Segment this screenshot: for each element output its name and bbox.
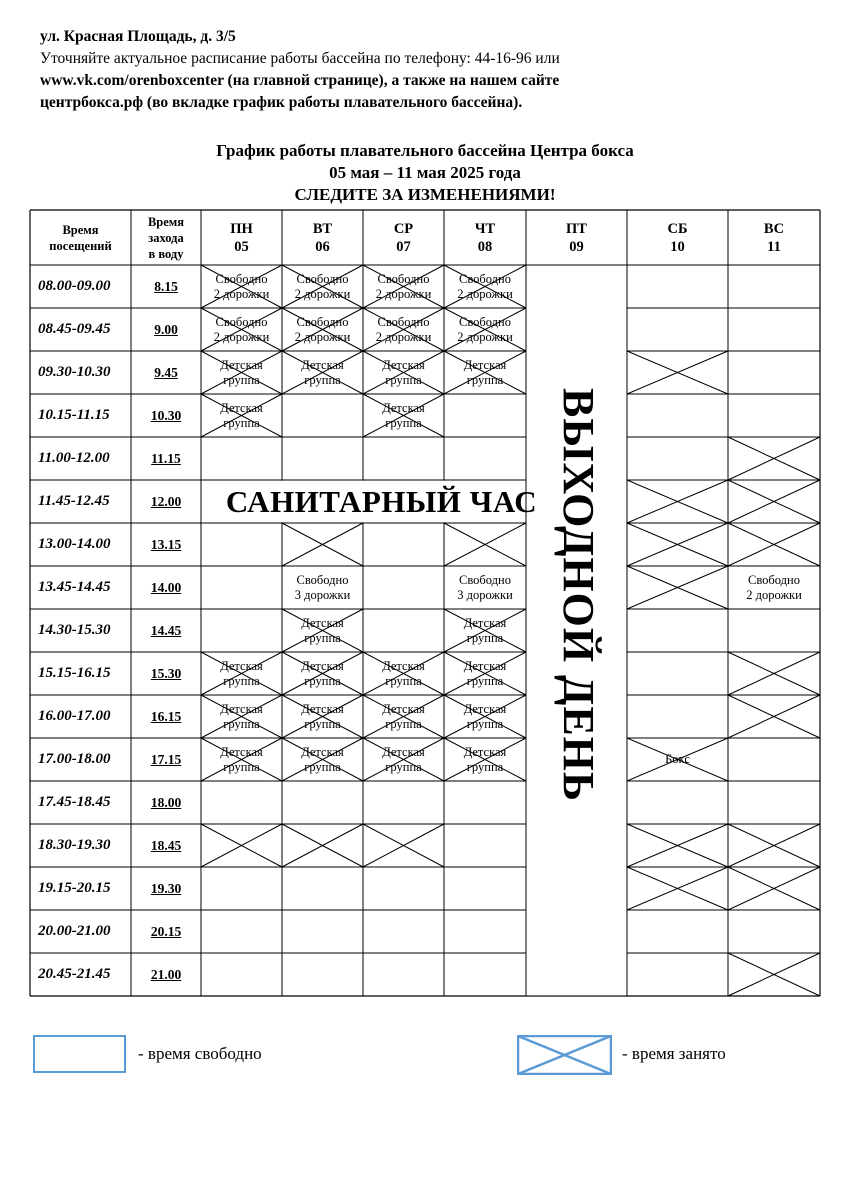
visit-time: 20.45-21.45 [38,966,111,982]
entry-time: 20.15 [150,923,182,939]
slot-note-line: Детская [301,357,344,372]
legend [0,1030,849,1080]
slot-note [282,695,363,738]
header-day-ПН [201,210,282,265]
header-visit-time [30,210,131,265]
slot-note-line: группа [385,372,422,387]
day-name: ЧТ [474,220,496,237]
slot-note [282,351,363,394]
slot-note-line: Свободно [296,572,349,587]
slot-note [444,308,526,351]
slot-note-line: Свободно [459,572,511,587]
slot-note-line: группа [466,673,504,688]
slot-note-line: Детская [220,400,263,415]
slot-note-line: Детская [220,357,263,372]
slot-note [282,738,363,781]
slot-note [363,695,444,738]
header-day-СБ [627,210,728,265]
slot-note [444,566,526,609]
slot-note-line: Свободно [459,314,511,329]
slot-note-line: Свободно [377,271,430,286]
slot-note-line: Детская [382,658,425,673]
day-name: СР [393,220,414,237]
slot-note-line: Детская [220,658,263,673]
schedule-title: График работы плавательного бассейна Центра бокса [216,141,634,160]
header-day-ВТ [282,210,363,265]
visit-time: 13.45-14.45 [38,579,111,595]
slot-note [627,738,728,781]
entry-time: 9.00 [154,321,178,337]
slot-note [363,308,444,351]
slot-note-line: группа [304,759,341,774]
slot-note-line: 2 дорожки [457,286,513,301]
vk-note: www.vk.com/orenboxcenter (на главной странице), а также на нашем сайте [40,72,560,89]
slot-note-line: группа [304,372,341,387]
slot-note [444,695,526,738]
slot-note-line: Детская [382,701,425,716]
entry-time: 19.30 [150,880,182,896]
slot-note-line: Детская [463,701,507,716]
slot-note [363,394,444,437]
schedule-table [30,210,820,994]
slot-note-line: Детская [382,744,425,759]
slot-note-line: группа [466,630,504,645]
slot-note-line: Свободно [215,271,268,286]
site-note: центрбокса.рф (во вкладке график работы плавательного бассейна). [40,94,523,111]
slot-note-line: Детская [463,658,507,673]
slot-note [363,265,444,308]
entry-time: 18.00 [150,794,182,810]
legend-free-label: - время свободно [138,1044,262,1063]
slot-note-line: группа [223,759,260,774]
slot-note [201,695,282,738]
slot-note-line: Свободно [459,271,511,286]
slot-note [282,566,363,609]
slot-note-line: группа [385,759,422,774]
slot-note-line: Свободно [296,314,349,329]
schedule-dates: 05 мая – 11 мая 2025 года [329,163,521,182]
slot-note-line: Детская [301,658,344,673]
header-info [40,26,820,114]
entry-time: 16.15 [150,708,182,724]
address: ул. Красная Площадь, д. 3/5 [40,28,236,45]
slot-note-line: 2 дорожки [294,286,351,301]
header-day-ВС [728,210,820,265]
entry-time: 21.00 [150,966,182,982]
slot-note [201,738,282,781]
legend-busy-box [517,1035,612,1075]
slot-note [444,609,526,652]
slot-note-line: группа [466,372,504,387]
slot-note-line: группа [223,673,260,688]
slot-note-line: группа [466,716,504,731]
slot-note-line: 2 дорожки [375,329,432,344]
slot-note [282,652,363,695]
slot-note [444,265,526,308]
slot-note-line: группа [385,415,422,430]
entry-time: 10.30 [150,407,182,423]
slot-note-line: Свободно [296,271,349,286]
visit-time: 20.00-21.00 [38,923,111,939]
slot-note [201,265,282,308]
day-date: 10 [670,238,685,255]
entry-time: 13.15 [150,536,182,552]
slot-note-line: Детская [463,744,507,759]
visit-time: 08.45-09.45 [38,321,111,337]
slot-note-line: 2 дорожки [213,286,270,301]
slot-note [728,566,820,609]
visit-time: 09.30-10.30 [38,364,111,380]
legend-free-box [33,1035,126,1073]
entry-time: 11.15 [151,450,181,466]
entry-time: 14.45 [150,622,182,638]
slot-note [444,738,526,781]
entry-time: 18.45 [150,837,182,853]
slot-note-line: группа [223,716,260,731]
slot-note-line: 2 дорожки [375,286,432,301]
day-date: 06 [315,238,330,255]
slot-note-line: Детская [463,615,507,630]
visit-time: 19.15-20.15 [38,880,111,896]
entry-time: 17.15 [150,751,182,767]
slot-note-line: Детская [382,357,425,372]
header-visit-line: Время [62,222,99,237]
entry-time: 12.00 [150,493,182,509]
day-name: ПН [230,220,253,237]
slot-note-line: Детская [301,615,344,630]
legend-busy-label: - время занято [622,1044,726,1063]
slot-note [201,351,282,394]
header-day-ЧТ [444,210,526,265]
visit-time: 13.00-14.00 [38,536,111,552]
day-date: 09 [569,238,584,255]
slot-note-line: группа [385,716,422,731]
slot-note [282,609,363,652]
schedule-warning: СЛЕДИТЕ ЗА ИЗМЕНЕНИЯМИ! [294,185,556,204]
header-entry-line: в воду [148,246,184,261]
slot-note-line: группа [304,673,341,688]
slot-note-line: Детская [382,400,425,415]
visit-time: 15.15-16.15 [38,665,111,681]
day-name: ПТ [566,220,587,237]
visit-time: 16.00-17.00 [38,708,111,724]
header-day-ПТ [526,210,627,265]
slot-note-line: Свободно [215,314,268,329]
slot-note [363,351,444,394]
header-entry-line: Время [147,214,185,229]
slot-note-line: Бокс [665,752,690,766]
slot-note [363,738,444,781]
slot-note-line: группа [223,415,260,430]
slot-note-line: Детская [220,744,263,759]
sanitary-hour-label: САНИТАРНЫЙ ЧАС [225,483,538,519]
day-name: СБ [667,220,688,237]
header-entry-line: захода [148,230,184,245]
phone-note: Уточняйте актуальное расписание работы бассейна по телефону: 44-16-96 или [40,50,560,67]
slot-note-line: группа [466,759,504,774]
slot-note-line: группа [385,673,422,688]
day-date: 07 [396,238,411,255]
slot-note-line: 2 дорожки [746,587,802,602]
slot-note-line: 2 дорожки [213,329,270,344]
slot-note [201,308,282,351]
slot-note-line: 3 дорожки [294,587,351,602]
slot-note-line: Детская [301,701,344,716]
header-entry-time [131,210,201,265]
day-name: ВТ [312,220,333,237]
schedule-titles [30,140,820,206]
visit-time: 17.45-18.45 [38,794,111,810]
visit-time: 11.00-12.00 [38,450,110,466]
visit-time: 17.00-18.00 [38,751,111,767]
slot-note-line: группа [304,630,341,645]
day-date: 08 [477,238,493,255]
slot-note-line: Детская [301,744,344,759]
slot-note-line: Детская [220,701,263,716]
slot-note-line: Детская [463,357,507,372]
slot-note [444,351,526,394]
slot-note-line: Свободно [377,314,430,329]
visit-time: 10.15-11.15 [38,407,110,423]
day-date: 05 [234,238,249,255]
slot-note [282,265,363,308]
day-date: 11 [767,238,781,255]
entry-time: 8.15 [154,278,178,294]
slot-note [444,652,526,695]
day-name: ВС [763,220,785,237]
slot-note-line: 2 дорожки [457,329,513,344]
slot-note-line: Свободно [748,572,800,587]
visit-time: 14.30-15.30 [38,622,111,638]
slot-note-line: 2 дорожки [294,329,351,344]
entry-time: 15.30 [150,665,182,681]
entry-time: 14.00 [150,579,182,595]
slot-note [363,652,444,695]
header-day-СР [363,210,444,265]
header-visit-line: посещений [49,238,112,253]
entry-time: 9.45 [154,364,178,380]
slot-note-line: группа [304,716,341,731]
visit-time: 18.30-19.30 [38,837,111,853]
slot-note-line: 3 дорожки [457,587,513,602]
slot-note [282,308,363,351]
day-off-label: ВЫХОДНОЙ ДЕНЬ [553,387,603,802]
slot-note-line: группа [223,372,260,387]
slot-note [201,394,282,437]
visit-time: 11.45-12.45 [38,493,110,509]
visit-time: 08.00-09.00 [38,278,111,294]
slot-note [201,652,282,695]
